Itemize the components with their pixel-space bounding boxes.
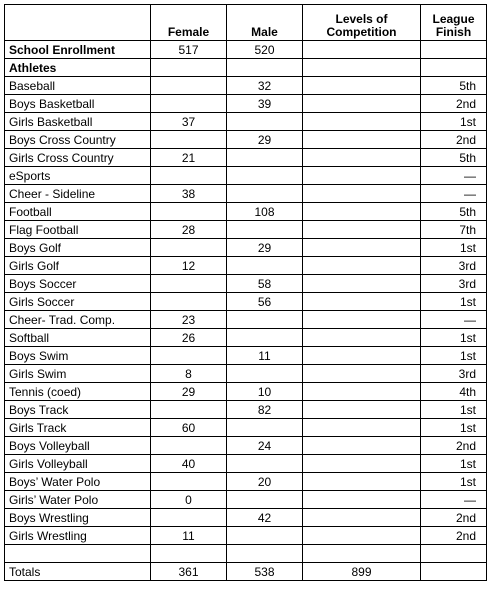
male-count: 11 [227,347,303,365]
female-count: 37 [151,113,227,131]
male-count: 29 [227,239,303,257]
sport-name: Boys’ Water Polo [5,473,151,491]
female-count: 21 [151,149,227,167]
totals-row [5,563,487,581]
athletics-table [4,4,487,581]
female-count [151,131,227,149]
levels-of-competition [303,149,421,167]
female-count: 11 [151,527,227,545]
male-count: 39 [227,95,303,113]
male-count: 10 [227,383,303,401]
sport-name: Girls Basketball [5,113,151,131]
table-row [5,527,487,545]
spacer-cell [151,545,227,563]
female-count: 40 [151,455,227,473]
male-count [227,185,303,203]
levels-of-competition [303,311,421,329]
female-count [151,239,227,257]
header-levels-of-competition: Levels of Competition [303,5,421,41]
header-male: Male [227,5,303,41]
male-count: 82 [227,401,303,419]
levels-of-competition [303,473,421,491]
female-count [151,95,227,113]
female-count [151,77,227,95]
male-count: 32 [227,77,303,95]
table-row [5,455,487,473]
league-finish: — [421,491,487,509]
sport-name: Boys Volleyball [5,437,151,455]
spacer-cell [421,545,487,563]
league-finish: 2nd [421,131,487,149]
athletes-section-row [5,59,487,77]
male-count [227,113,303,131]
sport-name: Baseball [5,77,151,95]
league-finish: 7th [421,221,487,239]
levels-of-competition [303,347,421,365]
levels-of-competition [303,293,421,311]
table-row [5,95,487,113]
league-finish: 5th [421,149,487,167]
levels-of-competition [303,113,421,131]
sport-name: Tennis (coed) [5,383,151,401]
male-count: 42 [227,509,303,527]
levels-of-competition [303,437,421,455]
levels-of-competition [303,419,421,437]
header-category [5,5,151,41]
sport-name: Boys Basketball [5,95,151,113]
female-count: 26 [151,329,227,347]
table-row [5,311,487,329]
table-row [5,185,487,203]
levels-of-competition [303,95,421,113]
male-count: 20 [227,473,303,491]
levels-of-competition [303,365,421,383]
female-count: 23 [151,311,227,329]
levels-of-competition [303,203,421,221]
athletes-female-cell [151,59,227,77]
table-row [5,131,487,149]
levels-of-competition [303,527,421,545]
sport-name: Boys Swim [5,347,151,365]
female-count: 0 [151,491,227,509]
male-count [227,527,303,545]
enrollment-levels [303,41,421,59]
female-count: 38 [151,185,227,203]
female-count [151,401,227,419]
sport-name: Football [5,203,151,221]
levels-of-competition [303,509,421,527]
male-count: 24 [227,437,303,455]
totals-label: Totals [5,563,151,581]
male-count: 56 [227,293,303,311]
league-finish: 1st [421,239,487,257]
league-finish: 1st [421,473,487,491]
sport-name: Girls Swim [5,365,151,383]
sport-name: Boys Golf [5,239,151,257]
male-count [227,365,303,383]
league-finish: 2nd [421,509,487,527]
enrollment-league [421,41,487,59]
spacer-row [5,545,487,563]
table-row [5,293,487,311]
league-finish: 1st [421,455,487,473]
sport-name: Boys Cross Country [5,131,151,149]
league-finish: 1st [421,293,487,311]
spacer-cell [5,545,151,563]
athletes-levels-cell [303,59,421,77]
male-count [227,455,303,473]
male-count [227,257,303,275]
sport-name: Girls Track [5,419,151,437]
levels-of-competition [303,185,421,203]
sport-name: Girls Cross Country [5,149,151,167]
table-row [5,473,487,491]
levels-of-competition [303,275,421,293]
male-count [227,221,303,239]
sport-name: Girls’ Water Polo [5,491,151,509]
league-finish: 5th [421,203,487,221]
sport-name: Boys Soccer [5,275,151,293]
female-count: 60 [151,419,227,437]
enrollment-male: 520 [227,41,303,59]
athletes-label: Athletes [5,59,151,77]
totals-levels: 899 [303,563,421,581]
levels-of-competition [303,401,421,419]
female-count: 8 [151,365,227,383]
totals-male: 538 [227,563,303,581]
table-row [5,329,487,347]
male-count [227,329,303,347]
header-female: Female [151,5,227,41]
levels-of-competition [303,131,421,149]
league-finish: 2nd [421,95,487,113]
levels-of-competition [303,77,421,95]
female-count [151,473,227,491]
female-count [151,203,227,221]
league-finish: — [421,167,487,185]
levels-of-competition [303,491,421,509]
male-count [227,311,303,329]
header-row [5,5,487,41]
sport-name: Flag Football [5,221,151,239]
levels-of-competition [303,257,421,275]
levels-of-competition [303,239,421,257]
totals-league [421,563,487,581]
sport-name: Girls Soccer [5,293,151,311]
male-count [227,419,303,437]
table-row [5,509,487,527]
league-finish: 5th [421,77,487,95]
female-count: 12 [151,257,227,275]
table-row [5,491,487,509]
table-row [5,383,487,401]
sport-name: Cheer- Trad. Comp. [5,311,151,329]
male-count [227,491,303,509]
table-row [5,401,487,419]
header-league-finish: League Finish [421,5,487,41]
league-finish: 1st [421,113,487,131]
female-count [151,275,227,293]
male-count: 108 [227,203,303,221]
table-row [5,437,487,455]
table-row [5,257,487,275]
sport-name: Girls Volleyball [5,455,151,473]
spacer-cell [227,545,303,563]
table-row [5,347,487,365]
league-finish: 2nd [421,527,487,545]
levels-of-competition [303,221,421,239]
levels-of-competition [303,383,421,401]
sport-name: Boys Track [5,401,151,419]
league-finish: 1st [421,329,487,347]
levels-of-competition [303,167,421,185]
female-count [151,167,227,185]
league-finish: — [421,311,487,329]
table-row [5,419,487,437]
sport-name: Boys Wrestling [5,509,151,527]
league-finish: 1st [421,401,487,419]
spacer-cell [303,545,421,563]
enrollment-row [5,41,487,59]
league-finish: — [421,185,487,203]
table-row [5,113,487,131]
female-count [151,293,227,311]
table-row [5,221,487,239]
league-finish: 4th [421,383,487,401]
levels-of-competition [303,455,421,473]
athletes-male-cell [227,59,303,77]
league-finish: 3rd [421,275,487,293]
sport-name: Softball [5,329,151,347]
athletes-league-cell [421,59,487,77]
female-count: 28 [151,221,227,239]
male-count: 58 [227,275,303,293]
female-count [151,509,227,527]
table-row [5,77,487,95]
sport-name: Girls Wrestling [5,527,151,545]
table-row [5,149,487,167]
table-row [5,203,487,221]
sport-name: Girls Golf [5,257,151,275]
totals-female: 361 [151,563,227,581]
female-count [151,347,227,365]
table-row [5,239,487,257]
table-row [5,275,487,293]
sport-name: eSports [5,167,151,185]
female-count: 29 [151,383,227,401]
female-count [151,437,227,455]
enrollment-female: 517 [151,41,227,59]
league-finish: 1st [421,347,487,365]
sport-name: Cheer - Sideline [5,185,151,203]
league-finish: 3rd [421,257,487,275]
male-count [227,167,303,185]
male-count: 29 [227,131,303,149]
levels-of-competition [303,329,421,347]
male-count [227,149,303,167]
league-finish: 1st [421,419,487,437]
table-row [5,167,487,185]
enrollment-label: School Enrollment [5,41,151,59]
league-finish: 3rd [421,365,487,383]
league-finish: 2nd [421,437,487,455]
table-row [5,365,487,383]
